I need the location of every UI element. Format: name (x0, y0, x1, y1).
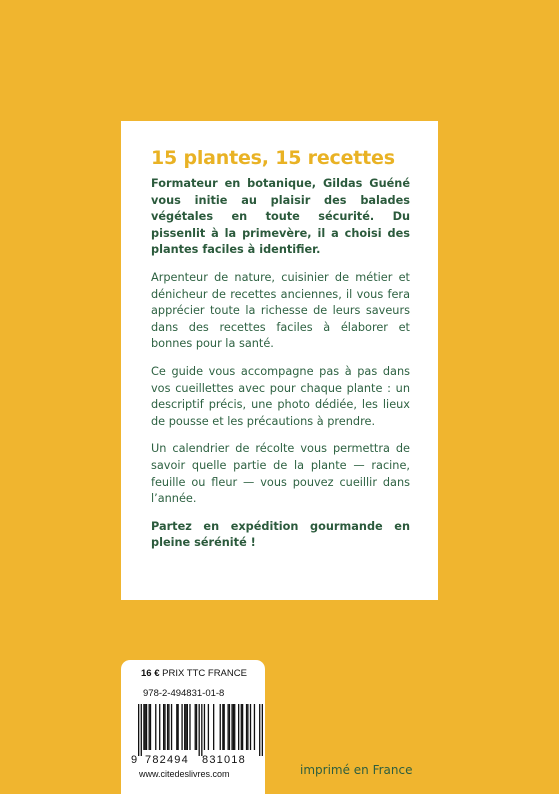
barcode-bar (242, 704, 243, 750)
guide-paragraph: Ce guide vous accompagne pas à pas dans vos cueillettes avec pour chaque plante : un descriptif précis, une photo dédiée, les lieux de pousse et les précautions à prendre. (151, 364, 410, 428)
barcode-bar (224, 704, 225, 750)
barcode-bar (143, 704, 144, 750)
barcode-bar (247, 704, 248, 750)
barcode-bar (213, 704, 214, 750)
barcode-bar (184, 704, 185, 750)
barcode-bar (177, 704, 178, 750)
back-cover-text-panel (121, 121, 438, 600)
barcode-bar (189, 704, 190, 750)
barcode-box (121, 660, 265, 794)
barcode-bar (227, 704, 228, 750)
publisher-url: www.citedeslivres.com (139, 769, 230, 779)
barcode-bar (145, 704, 146, 750)
barcode-bar (231, 704, 232, 750)
barcode-bar (176, 704, 177, 750)
barcode-bar (185, 704, 186, 750)
barcode-bar (233, 704, 234, 750)
author-paragraph: Arpenteur de nature, cuisinier de métier et dénicheur de recettes anciennes, il vous fera apprécier toute la richesse de leurs saveurs dans des recettes faciles à élaborer et bonnes pour la santé. (151, 270, 410, 351)
barcode-bar (246, 704, 247, 750)
barcode-bar (138, 704, 139, 756)
barcode-bar (171, 704, 172, 750)
barcode-bar (220, 704, 221, 750)
barcode-bar (241, 704, 242, 750)
barcode-bar (254, 704, 255, 750)
barcode-image (138, 704, 263, 756)
calendar-paragraph: Un calendrier de récolte vous permettra de savoir quelle partie de la plante — racine, feuille ou fleur — vous pouvez cueillir dans l’année. (151, 442, 410, 506)
price-value: 16 € (141, 668, 160, 679)
barcode-bar (204, 704, 205, 750)
closing-paragraph: Partez en expédition gourmande en pleine sérénité ! (151, 519, 410, 550)
ean-first-digit: 9 (131, 754, 138, 766)
barcode-bar (222, 704, 223, 750)
barcode-bar (259, 704, 260, 756)
barcode-bar (141, 704, 142, 756)
barcode-bar (167, 704, 168, 750)
barcode-bar (262, 704, 263, 756)
barcode-bar (201, 704, 202, 756)
barcode-bar (164, 704, 165, 750)
barcode-bar (238, 704, 239, 750)
barcode-bar (163, 704, 164, 750)
barcode-bar (199, 704, 200, 756)
barcode-bar (195, 704, 196, 750)
barcode-bar (250, 704, 251, 750)
barcode-bar (196, 704, 197, 750)
barcode-bar (149, 704, 150, 750)
barcode-bar (234, 704, 235, 750)
price-note: PRIX TTC FRANCE (159, 668, 247, 679)
barcode-bar (229, 704, 230, 750)
ean-digits (131, 754, 257, 767)
imprint-note: imprimé en France (300, 763, 413, 777)
price-label (141, 668, 257, 680)
intro-paragraph: Formateur en botanique, Gildas Guéné vous initie au plaisir des balades végétales en toute sécurité. Du pissenlit à la primevère, il a choisi des plantes faciles à identifier. (151, 177, 410, 257)
ean-right-group: 831018 (202, 754, 246, 766)
barcode-bar (146, 704, 147, 750)
barcode-bar (187, 704, 188, 750)
barcode-bar (159, 704, 160, 750)
book-title: 15 plantes, 15 recettes (151, 147, 395, 169)
isbn-number: 978-2-494831-01-8 (143, 688, 225, 699)
barcode-bar (168, 704, 169, 750)
barcode-bar (208, 704, 209, 750)
barcode-bar (150, 704, 151, 750)
barcode-bar (181, 704, 182, 750)
ean-left-group: 782494 (145, 754, 189, 766)
barcode-bar (155, 704, 156, 750)
